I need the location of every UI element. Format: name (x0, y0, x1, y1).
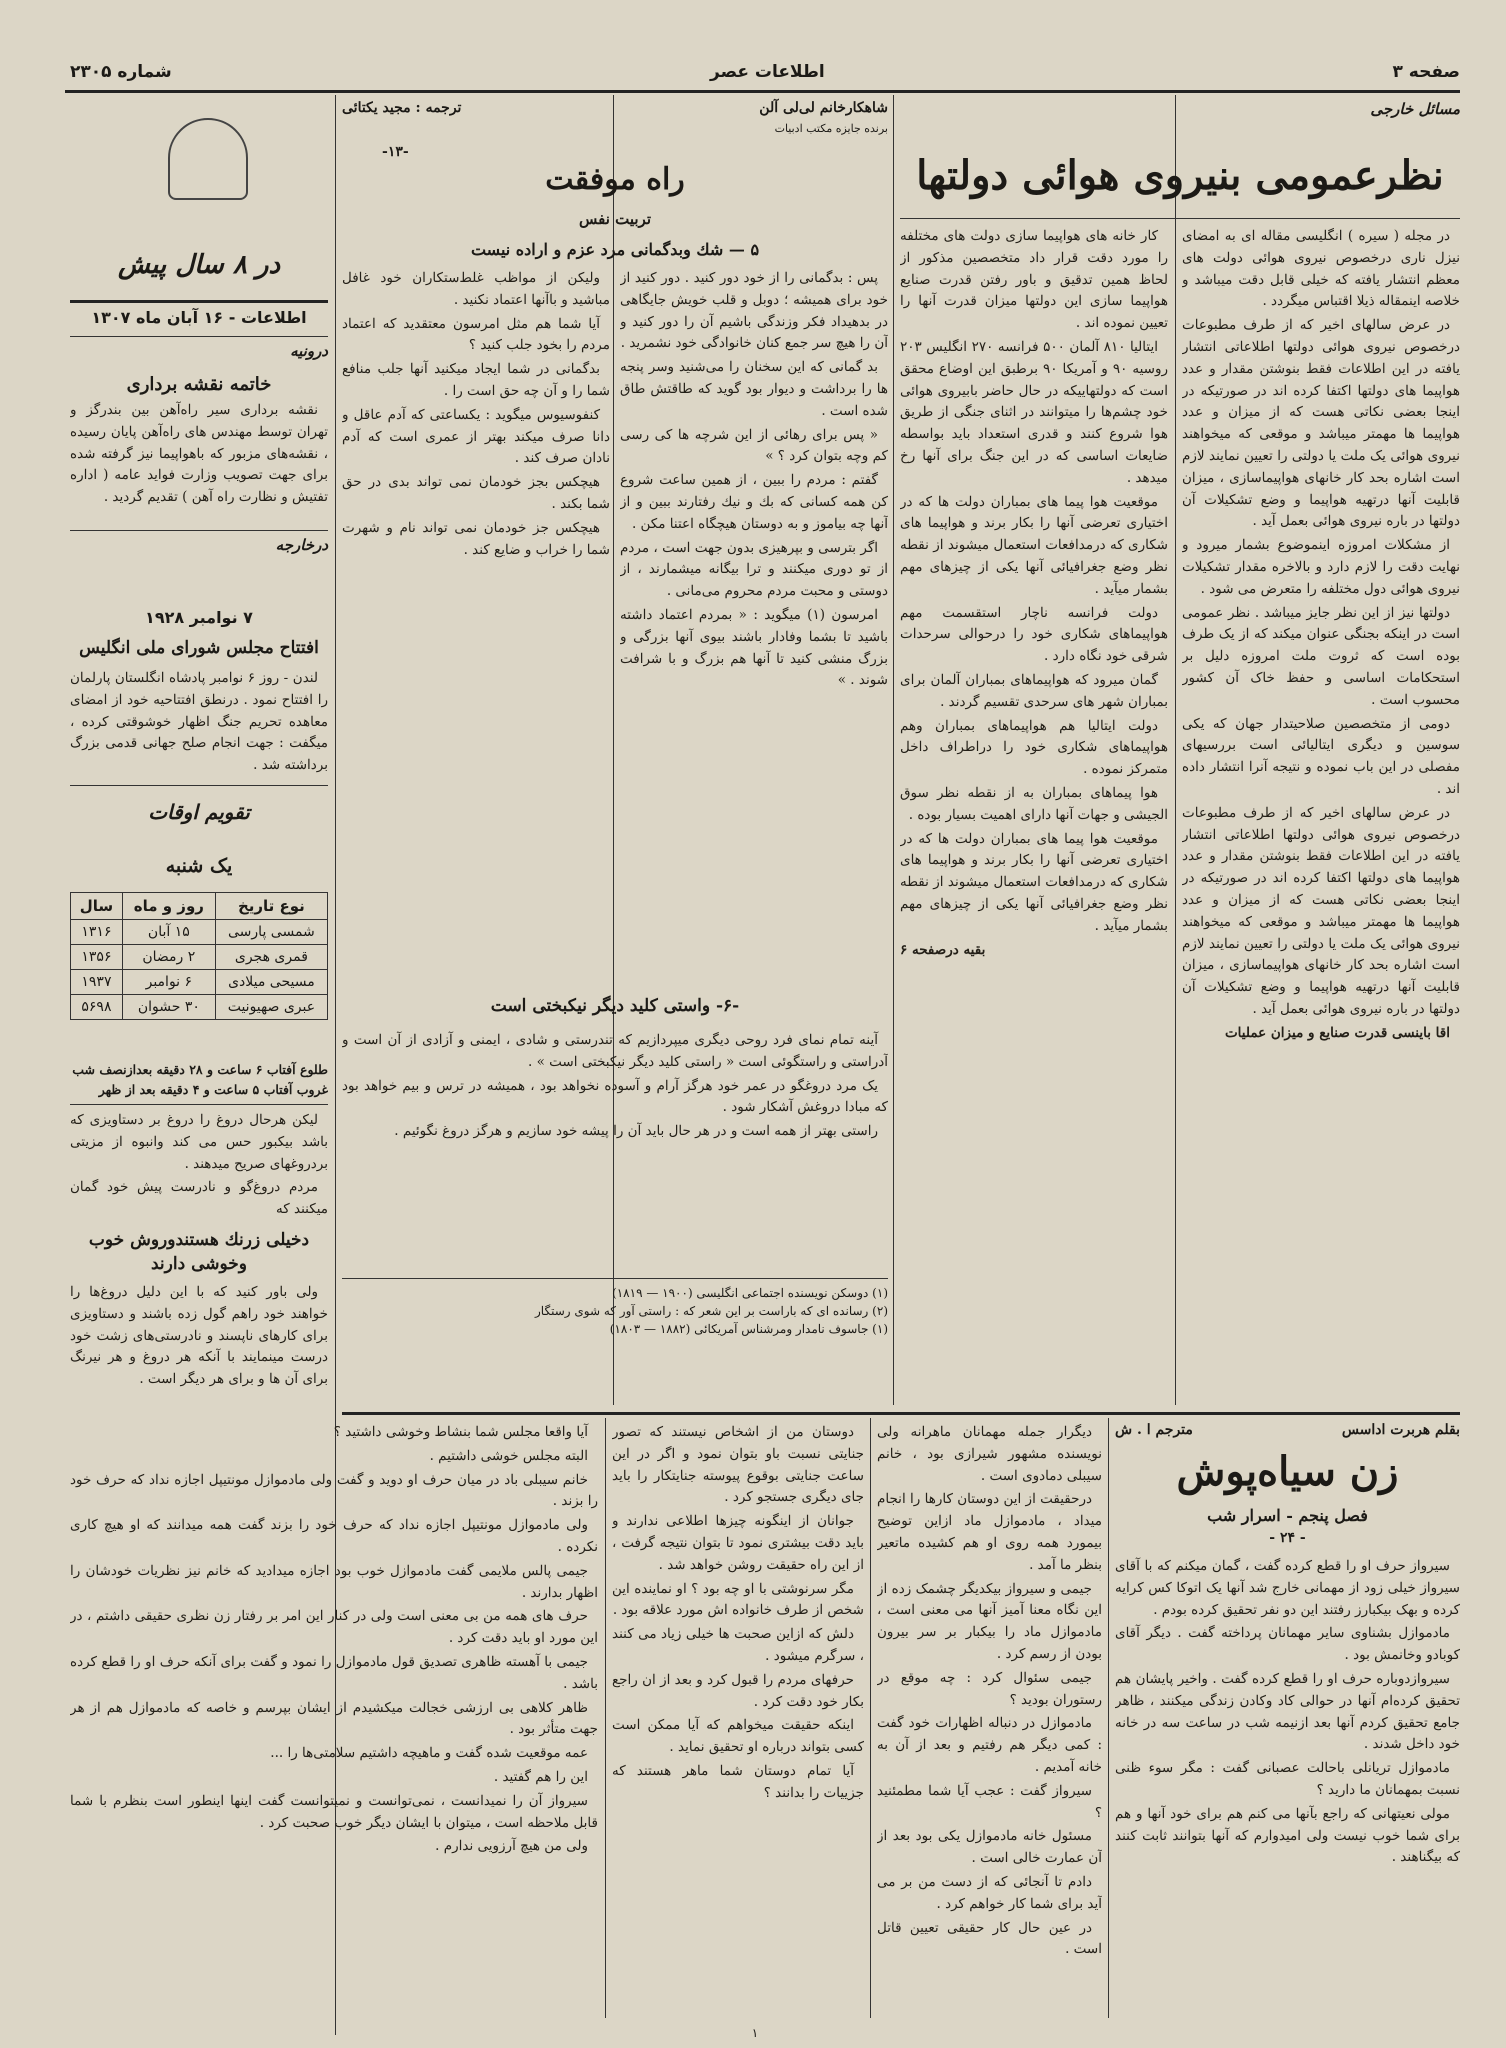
paragraph: راستی بهتر از همه است و در هر حال باید آن را پیشه خود سازیم و هرگز دروغ نگوئیم . (394, 1123, 878, 1140)
item-title: افتتاح مجلس شورای ملی انگلیس (79, 638, 319, 658)
calendar-cell: ۵۶۹۸ (71, 995, 123, 1020)
continued-reference: بقیه درصفحه ۶ (900, 941, 986, 958)
serial-column-right (620, 268, 888, 988)
calendar-header: سال (71, 893, 123, 920)
paragraph: سیروازدوباره حرف او را قطع کرده گفت . واخیر پایشان هم تحقیق کرده‌ام آنها در حوالی کاد وکادن زندگی میکنند ، ظاهر جامع تحقیق کردم آنها بعد ازنیمه شب در ساعت سه در خانه خود داخل شدند . (1115, 1670, 1460, 1753)
table-row (71, 970, 328, 995)
calendar-cell: مسیحی میلادی (215, 970, 327, 995)
paragraph: آیا واقعا مجلس شما بنشاط وخوشی داشتید ؟ (333, 1424, 588, 1440)
paragraph: ظاهر کلاهی بی ارزشی خجالت میکشیدم از ایشان بپرسم و خاصه که مادموازل هم از هر جهت متأثر بود . (70, 1699, 598, 1738)
table-row (71, 920, 328, 945)
paragraph: بد گمانی که این سخنان را می‌شنید وسر پنجه ها را برداشت و دیوار بود گوید که طاقتش طاق شده است . (620, 359, 888, 419)
date-line: اطلاعات - ۱۶ آبان ماه ۱۳۰۷ (91, 308, 307, 327)
paragraph: دادم تا آنجائی که از دست من بر می آید برای شما کار خواهم کرد . (877, 1873, 1102, 1912)
paragraph: ولی مادموازل مونتیپل اجازه نداد که حرف خود را بزند گفت همه میدانند که او هیچ کاری نکرده . (70, 1517, 598, 1555)
paragraph: سیرواز حرف او را قطع کرده گفت ، گمان میکنم که با آقای سیرواز خیلی زود از مهمانی خارج شد آنها یک اتوکا کس کرایه کرده و بهک بیکبارز رفتند این دو نفر تحقیق کرده بودم . (1115, 1558, 1460, 1618)
paragraph: هیچکس بجز خودمان نمی تواند بدی در حق شما بکند . (342, 474, 610, 512)
paragraph: دلش که ازاین صحبت ها خیلی زیاد می کنند ، سرگرم میشود . (612, 1626, 864, 1664)
foreign-article-continued (900, 226, 1168, 1376)
author-byline: بقلم هربرت اداسس (1341, 1422, 1460, 1438)
bottom-serial-column-2 (877, 1422, 1102, 2026)
paragraph: دوستان من از اشخاص نیستند که تصور جنایتی نسبت باو بتوان نمود و اگر در این ساعت جنایتی بوقوع پیوسته جنایتکار را باید جای دیگری جستجو کرد . (612, 1424, 864, 1506)
paragraph: مادموازل تریانلی باحالت عصبانی گفت : مگر سوء ظنی نسبت بمهمانان ما دارید ؟ (1115, 1760, 1460, 1798)
page-header (70, 62, 1460, 88)
paragraph: حرف های همه من بی معنی است ولی در کنار این امر بر رفتار زن نظری حقیقی داشتم ، در این مورد او باید دقت کرد . (70, 1608, 598, 1647)
section-internal: درونیه (290, 342, 328, 360)
paragraph: مسئول خانه مادموازل یکی بود بعد از آن عمارت خالی است . (877, 1828, 1102, 1867)
paragraph: ولی من هیچ آرزویی ندارم . (435, 1838, 588, 1855)
sun-times (70, 1060, 328, 1100)
calendar-cell: ۱۳۱۶ (71, 920, 123, 945)
paragraph: ولیکن از مواظب غلط‌ستکاران خود غافل مباشید و باآنها اعتماد نکنید . (342, 270, 610, 308)
bottom-serial-headline: زن سیاه‌پوش (1176, 1448, 1399, 1495)
paragraph: هیچکس جز خودمان نمی تواند نام و شهرت شما را خراب و ضایع کند . (342, 519, 610, 558)
paragraph: عمه موقعیت شده گفت و ماهیچه داشتیم سلامتی‌ها را ... (270, 1745, 588, 1762)
paragraph: درحقیقت از این دوستان کارها را انجام میداد ، مادموازل ماد ازاین توضیح بیمورد همه روی او هم کشیده ماتعیر بنظر ما آمد . (877, 1491, 1102, 1573)
paragraph: در مجله ( سیره ) انگلیسی مقاله ای به امضای نیزل ناری درخصوص نیروی هوائی دولت های معظم انتشار یافته که خیلی قابل دقت میباشد و خلاصه اینمقاله ذیلا اقتباس میگردد . (1182, 228, 1460, 310)
paragraph: نقشه برداری سیر راه‌آهن بین بندرگز و تهران توسط مهندس های راه‌آهن پایان رسیده ، نقشه‌های مزبور که باهواپیما نیز گرفته شده برای جهت تصویب وزارت فواید عامه ( اداره تفتیش و نظارت راه آهن ) تقدیم گردید . (70, 402, 328, 506)
reader-illustration (168, 118, 248, 200)
sunset-line: غروب آفتاب ۵ ساعت و ۴ دقیقه بعد از ظهر (98, 1082, 328, 1097)
paragraph: کنفوسیوس میگوید : یکساعتی که آدم عاقل و دانا صرف میکند بهتر از عمری است که آدم نادان صرف کند . (342, 406, 610, 467)
paragraph: حرفهای مردم را قبول کرد و بعد از ان راجع بکار خود دقت کرد . (612, 1671, 864, 1710)
paragraph: مادموازل در دنباله اظهارات خود گفت : کمی دیگر هم رفتیم و بعد از آن به خانه آمدیم . (877, 1715, 1102, 1775)
calendar-title: تقویم اوقات (148, 800, 250, 824)
paragraph: جیمی و سیرواز بیکدیگر چشمک زده از این نگاه معنا آمیز آنها می معنی است ، مادموازل ماد را بیکبار بر سر بیرون بودن از رسم کرد . (877, 1580, 1102, 1662)
serial-byline-block (342, 100, 888, 160)
sunrise-line: طلوع آفتاب ۶ ساعت و ۲۸ دقیقه بعدازنصف شب (72, 1062, 328, 1077)
serial-section2-title: -۶- واستی کلید دیگر نیکبختی است (490, 996, 740, 1016)
date-line-2: ۷ نوامبر ۱۹۲۸ (145, 608, 253, 627)
calendar-table (70, 892, 328, 1020)
column-divider (1175, 95, 1176, 1405)
calendar-cell: ۱۵ آبان (122, 920, 215, 945)
calendar-cell: ۳۰ حشوان (122, 995, 215, 1020)
table-row (71, 945, 328, 970)
calendar-cell: ۲ رمضان (122, 945, 215, 970)
headline-air-forces: نظرعمومی بنیروی هوائی دولتها (916, 152, 1444, 199)
paragraph: جیمی سئوال کرد : چه موقع در رستوران بودید ؟ (877, 1669, 1102, 1708)
footnote-rule (342, 1278, 888, 1279)
page-footer-mark: ۱ (751, 2026, 759, 2040)
bottom-serial-column-1 (1115, 1556, 1460, 2026)
section-external: درخارجه (275, 536, 328, 554)
paragraph: آیا شما هم مثل امرسون معتقدید که اعتماد مردم را بخود جلب کنید ؟ (342, 315, 610, 354)
serial-section2-body (342, 1030, 888, 1270)
foreign-affairs-column (1182, 100, 1460, 118)
column-divider (605, 1418, 606, 2018)
paragraph: مولی نعیتهانی که راجع بآنها می کنم هم برای خود آنها و هم برای شما خوب نیست ولی امیدوارم که آنها بتوانند ثابت کنند که بیگناهند . (1115, 1805, 1460, 1866)
paper-name: اطلاعات عصر (710, 62, 825, 82)
paragraph: جیمی با آهسته ظاهری تصدیق قول مادموازل را نمود و گفت برای آنکه حرف او را قطع کرده باشد . (70, 1653, 598, 1692)
column-logo: در ۸ سال پیش (117, 250, 281, 280)
paragraph: گمان میرود که هواپیماهای بمباران آلمان برای بمباران شهر های سرحدی تقسیم گردند . (900, 671, 1168, 710)
paragraph: ولی باور کنید که با این دلیل دروغ‌ها را خواهند خود راهم گول زده باشند و دستاویزی برای کارهای ناپسند و نادرستی‌های زشت خود درست مینمایند با آنکه هر دروغ و هر نیرنگ برای آن ها و برای هر دیگر است . (70, 1284, 328, 1388)
calendar-cell: ۱۳۵۶ (71, 945, 123, 970)
paragraph: موقعیت هوا پیما های بمباران دولت ها که در اختیاری تعرضی آنها را بکار برند و هواپیما های شکاری که درمدافعات استعمال میشوند از نقطه نظر وضع جغرافیائی آنها یکی از چیزهای مهم بشمار میآید . (900, 493, 1168, 597)
footnote: (۱) جاسوف نامدار ومرشناس آمریکائی (۱۸۸۲ — ۱۸۰۳) (609, 1322, 888, 1336)
bottom-serial-bylines (1115, 1422, 1460, 1446)
logo-rule (70, 300, 328, 303)
item-body (70, 668, 328, 778)
paragraph: آینه تمام نمای فرد روحی دیگری میپردازیم که تندرستی و شادی ، ایمنی و آزادی از آن است و آدراستی و راستگوئی است « راستی کلید دیگر نیکبختی است » . (342, 1032, 888, 1070)
issue-number-label: شماره ۲۳۰۵ (70, 62, 172, 82)
award-line: برنده جایزه مکتب ادبیات (774, 122, 888, 135)
bottom-serial-number: - ۲۴ - (1269, 1530, 1306, 1546)
item-body (70, 400, 328, 518)
bottom-serial-column-4 (70, 1422, 598, 2026)
bottom-serial-column-3 (612, 1422, 864, 2026)
calendar-cell: عبری صهیونیت (215, 995, 327, 1020)
signature: اقا باینسی قدرت صنایع و میزان عملیات (1224, 1024, 1450, 1041)
paragraph: مردم دروغ‌گو و نادرست پیش خود گمان میکنند که (70, 1179, 328, 1218)
paragraph: لندن - روز ۶ نوامبر پادشاه انگلستان پارلمان را افتتاح نمود . درنطق افتتاحیه خود از امضای معاهده تحریم جنگ اظهار خوشوقتی کرده ، میگفت : جهت انجام صلح جهانی قدمی بزرگ برداشته شد . (70, 670, 328, 774)
author-byline: شاهکارخانم لی‌لی آلن (759, 100, 888, 116)
paragraph: « پس برای رهائی از این شرچه ها کی رسی کم وچه بتوان کرد ؟ » (620, 426, 888, 465)
item-title: دخیلی زرنك هستندوروش خوب وخوشی دارند (88, 1230, 310, 1274)
paragraph: کار خانه های هواپیما سازی دولت های مختلفه را مورد دقت قرار داد متخصصین مذکور از لحاظ همین تدقیق و باور رفتن قدرت صنایع هواپیما سازی این دولتها میزان قدرت آنها را تعیین نموده اند . (900, 228, 1168, 332)
calendar-cell: شمسی پارسی (215, 920, 327, 945)
item-body (70, 1282, 328, 1402)
paragraph: خانم سیبلی باد در میان حرف او دوید و گفت ولی مادموازل مونتیپل اجازه نداد که حرف خود را بزند . (70, 1471, 598, 1510)
foreign-article-body (1182, 226, 1460, 1386)
paragraph: جوانان از اینگونه چیزها اطلاعی ندارند و باید دقت بیشتری نمود تا بتوان نتیجه گرفت ، از این راه حقیقت روشن خواهد شد . (612, 1513, 864, 1573)
page-number-label: صفحه ۳ (1392, 62, 1460, 82)
paragraph: امرسون (۱) میگوید : « بمردم اعتماد داشته باشید تا بشما وفادار باشند بیوی آنها بزرگی و بزرگ منشی کنید تا آنها هم بزرگ و با شرافت شوند . » (620, 606, 888, 689)
paragraph: در عین حال کار حقیقی تعیین قاتل است . (877, 1919, 1102, 1958)
item-title: خاتمه نقشه برداری (126, 374, 272, 395)
paragraph: دومی از متخصصین صلاحیتدار جهان که یکی سوسین و دیگری ایتالیائی است بررسیهای مفصلی در این باب نموده و نتیجه آنرا انتشار داده اند . (1182, 715, 1460, 797)
header-rule (65, 90, 1460, 93)
rule (70, 1104, 328, 1105)
calendar-cell: قمری هجری (215, 945, 327, 970)
table-row (71, 995, 328, 1020)
headline-rule (900, 218, 1460, 219)
calendar-cell: ۱۹۳۷ (71, 970, 123, 995)
serial-column-left (342, 268, 610, 988)
rule (70, 785, 328, 786)
section-divider (342, 1412, 1460, 1415)
paragraph: آیا تمام دوستان شما ماهر هستند که جزییات را بدانند ؟ (612, 1762, 864, 1801)
paragraph: در عرض سالهای اخیر که از طرف مطبوعات درخصوص نیروی هوائی دولتها اطلاعاتی انتشار یافته در این اطلاعات فقط بنوشتن مقدار و عدد هواپیما های دولتها اکتفا کرده اند در صورتیکه در اینجا بعضی نکاتی هست که از میزان و عدد هواپیما ها مهمتر میباشد و موقعی که میخواهند نیروی هوائی یک ملت یا دولتی را تعیین نمایند لازم است اشاره بحد کار خانهای هواپیماسازی ، میزان قابلیت آنها درتهیه هواپیما و وضع تشکیلات آن دولتها در باره نیروی هوائی بعمل آید . (1182, 804, 1460, 1017)
paragraph: دولتها نیز از این نظر جایز میباشد . نظر عمومی است در اینکه بجنگی عنوان میکند که از یک طرف بوده است که ثروت ملت امروزه دلیل بر استحکامات اساسی و حفظ خاک آن کشور محسوب است . (1182, 604, 1460, 708)
footnote: (۱) دوسکن نویسنده اجتماعی انگلیسی (۱۹۰۰ — ۱۸۱۹) (612, 1286, 888, 1300)
serial-issue-number: -۱۳- (382, 144, 409, 160)
paragraph: دولت ایتالیا هم هواپیماهای بمباران وهم هواپیماهای شکاری خود را دراطراف داخل متمرکز نموده . (900, 717, 1168, 778)
serial-subtitle: تربیت نفس (579, 210, 651, 228)
paragraph: اگر بترسی و بپرهیزی بدون جهت است ، مردم از تو دوری میکنند و ترا بیگانه میشمارند ، از دوستی و محبت مردم محروم می‌مانی . (620, 539, 888, 600)
paragraph: موقعیت هوا پیما های بمباران دولت ها که در اختیاری تعرضی آنها را بکار برند و هواپیما های شکاری که درمدافعات استعمال میشوند از نقطه نظر وضع جغرافیائی آنها یکی از چیزهای مهم بشمار میآید . (900, 830, 1168, 934)
translator-byline: مترجم ا . ش (1115, 1422, 1193, 1438)
calendar-header: روز و ماه (122, 893, 215, 920)
footnote: (۲) رسانده ای که باراست بر این شعر که : راستی آور که شوی رستگار (535, 1304, 888, 1318)
paragraph: دولت فرانسه ناچار استقسمت مهم هواپیماهای شکاری خود را درحوالی سرحدات شرقی خود نگاه دارد . (900, 604, 1168, 665)
column-divider (1108, 1418, 1109, 2018)
paragraph: مادموازل بشناوی سایر مهمانان پرداخته گفت . دیگر آقای کوبادو وخانمش بود . (1115, 1625, 1460, 1664)
paragraph: در عرض سالهای اخیر که از طرف مطبوعات درخصوص نیروی هوائی دولتها اطلاعاتی انتشار یافته در این اطلاعات فقط بنوشتن مقدار و عدد هواپیما های دولتها اکتفا کرده اند در صورتیکه در اینجا بعضی نکاتی هست که از میزان و عدد هواپیما ها مهمتر میباشد و موقعی که میخواهند نیروی هوائی یک ملت یا دولتی را تعیین نمایند لازم است اشاره بحد کار خانهای هواپیماسازی ، میزان قابلیت آنها درتهیه هواپیما و وضع تشکیلات آن دولتها در باره نیروی هوائی بعمل آید . (1182, 317, 1460, 530)
section-tag: مسائل خارجی (1370, 100, 1460, 118)
paragraph: از مشکلات امروزه اینموضوع بشمار میرود و نهایت دقت را لازم دارد و بالاخره مقدار تشکیلات نیروی هوائی دول مختلفه را متعرض می شود . (1182, 537, 1460, 597)
paragraph: گفتم : مردم را ببین ، از همین ساعت شروع کن همه کسانی که بك و نیك رفتارند ببین و از آنها چه بیاموز و به دوستان هیچگاه اعتنا مکن . (620, 472, 888, 532)
paragraph: بدگمانی در شما ایجاد میکنید آنها جلب منافع شما را و آن چه حق است را . (342, 361, 610, 399)
paragraph: مگر سرنوشتی با او چه بود ؟ او نماینده این شخص از طرف خانواده اش مورد علاقه بود . (612, 1580, 864, 1619)
translator-byline: ترجمه : مجید یکتائی (342, 100, 462, 116)
rule (70, 336, 328, 337)
paragraph: این را هم گفتید . (493, 1768, 588, 1785)
serial-headline: راه موفقت (545, 162, 685, 197)
calendar-header: نوع تاریخ (215, 893, 327, 920)
day-name: یک شنبه (165, 855, 233, 877)
paragraph: سیرواز آن را نمیدانست ، نمی‌توانست و نمیتوانست گفت اینها اینطور است بنظرم با شما قابل ملاحظه است ، میتوان با ایشان دیگر خوب صحبت کرد . (70, 1792, 598, 1831)
paragraph: البته مجلس خوشی داشتیم . (429, 1447, 588, 1464)
paragraph: جیمی پالس ملایمی گفت مادموازل خوب بود اجازه میدادید که خانم نیز نظریات خودشان را اظهار بدارند . (70, 1562, 598, 1601)
column-divider (893, 95, 894, 1405)
column-divider (870, 1418, 871, 2018)
left-column-body (70, 1110, 328, 1220)
paragraph: پس : بدگمانی را از خود دور کنید . دور کنید از خود برای همیشه ؛ دوبل و قلب خویش جایگاهی در بدهیداد فکر وزندگی باشیم آن را دور کنید و آن را هیچ سر جمع کنان خانوادگی خود نشمرید . (620, 270, 888, 352)
paragraph: ایتالیا ۸۱۰ آلمان ۵۰۰ فرانسه ۲۷۰ انگلیس ۲۰۳ روسیه ۹۰ و آمریکا ۹۰ برطبق این اوضاع محقق است که دولتهاییکه در حال حاضر بابیروی هوائی خود چشم‌ها را میتوانند در اثنای جنگی از طریق هوا شروع کنند و قدری استعداد باید بواسطه ضایعات اساسی که در این جنگ برای آنها رخ میدهد . (900, 338, 1168, 486)
serial-footnotes (342, 1284, 888, 1338)
paragraph: یک مرد دروغگو در عمر خود هرگز آرام و آسوده نخواهد بود ، همیشه در ترس و بیم خواهد بود که مبادا دروغش آشکار شود . (342, 1077, 888, 1116)
bottom-serial-chapter: فصل پنجم - اسرار شب (1207, 1506, 1368, 1525)
paragraph: دیگرار جمله مهمانان ماهرانه ولی نویسنده مشهور شیرازی بود ، خانم سیبلی دمادوی است . (877, 1424, 1102, 1484)
serial-section-title: ۵ — شك وبدگمانی مرد عزم و اراده نیست (470, 240, 760, 259)
rule (70, 530, 328, 531)
paragraph: هوا پیماهای بمباران به از نقطه نظر سوق الجیشی و جهات آنها دارای اهمیت بسیار بوده . (900, 784, 1168, 823)
paragraph: سیرواز گفت : عجب آیا شما مطمئنید ؟ (877, 1782, 1102, 1821)
paragraph: اینکه حقیقت میخواهم که آیا ممکن است کسی بتواند درباره او تحقیق نماید . (612, 1717, 864, 1756)
paragraph: لیکن هرحال دروغ را دروغ بر دستاویزی که باشد بیکبور حس می کند وانبوه از مزیتی بردروغهای صریح میدهند . (70, 1112, 328, 1172)
calendar-cell: ۶ نوامبر (122, 970, 215, 995)
